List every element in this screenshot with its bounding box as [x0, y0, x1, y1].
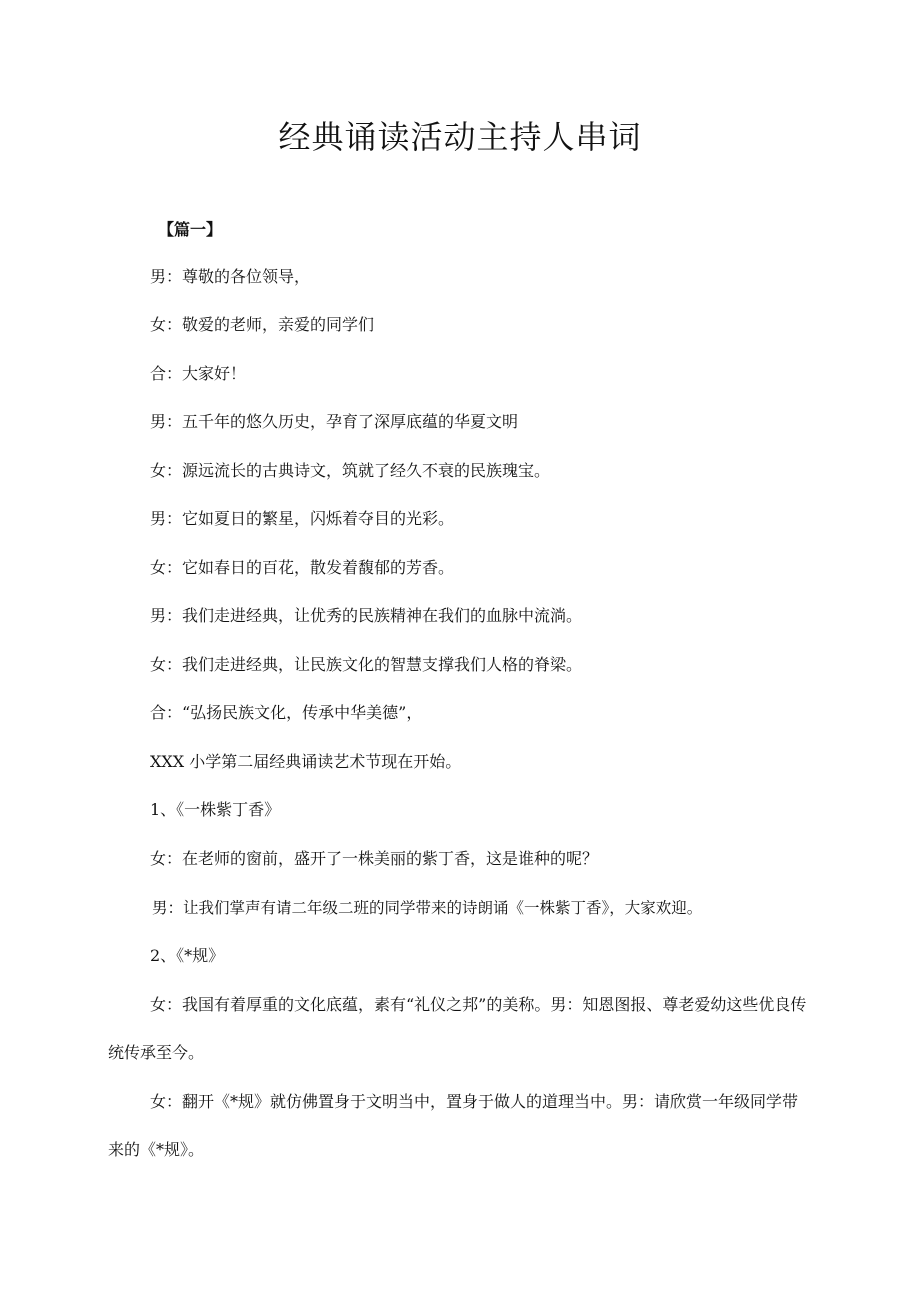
program-item-title: 1、《一株紫丁香》 — [150, 800, 281, 819]
script-line: 合：大家好！ — [150, 364, 247, 383]
program-item-title: 2、《*规》 — [150, 946, 225, 965]
script-line: 女：它如春日的百花，散发着馥郁的芳香。 — [150, 558, 455, 577]
script-line: 男：尊敬的各位领导， — [150, 267, 311, 286]
script-line: 男：让我们掌声有请二年级二班的同学带来的诗朗诵《一株紫丁香》，大家欢迎。 — [152, 899, 703, 917]
script-line: XXX 小学第二届经典诵读艺术节现在开始。 — [150, 752, 462, 771]
script-line: 女：敬爱的老师，亲爱的同学们 — [150, 315, 375, 334]
section-heading: 【篇一】 — [158, 220, 223, 239]
script-line: 女：我们走进经典，让民族文化的智慧支撑我们人格的脊梁。 — [150, 655, 583, 674]
script-line: 男：我们走进经典，让优秀的民族精神在我们的血脉中流淌。 — [150, 606, 583, 625]
document-title: 经典诵读活动主持人串词 — [278, 118, 642, 156]
script-line: 男：五千年的悠久历史，孕育了深厚底蕴的华夏文明 — [150, 412, 519, 431]
script-line: 女：源远流长的古典诗文，筑就了经久不衰的民族瑰宝。 — [150, 461, 551, 480]
script-line: 女：在老师的窗前，盛开了一株美丽的紫丁香，这是谁种的呢？ — [150, 849, 599, 868]
script-line: 男：它如夏日的繁星，闪烁着夺目的光彩。 — [150, 509, 455, 528]
script-paragraph: 女：我国有着厚重的文化底蕴，素有“礼仪之邦”的美称。男：知恩图报、尊老爱幼这些优良传统传承至今。 — [108, 995, 807, 1062]
script-paragraph: 女：翻开《*规》就仿佛置身于文明当中，置身于做人的道理当中。男：请欣赏一年级同学带来的《*规》。 — [108, 1092, 799, 1159]
script-line: 合：“弘扬民族文化，传承中华美德”， — [150, 703, 423, 722]
